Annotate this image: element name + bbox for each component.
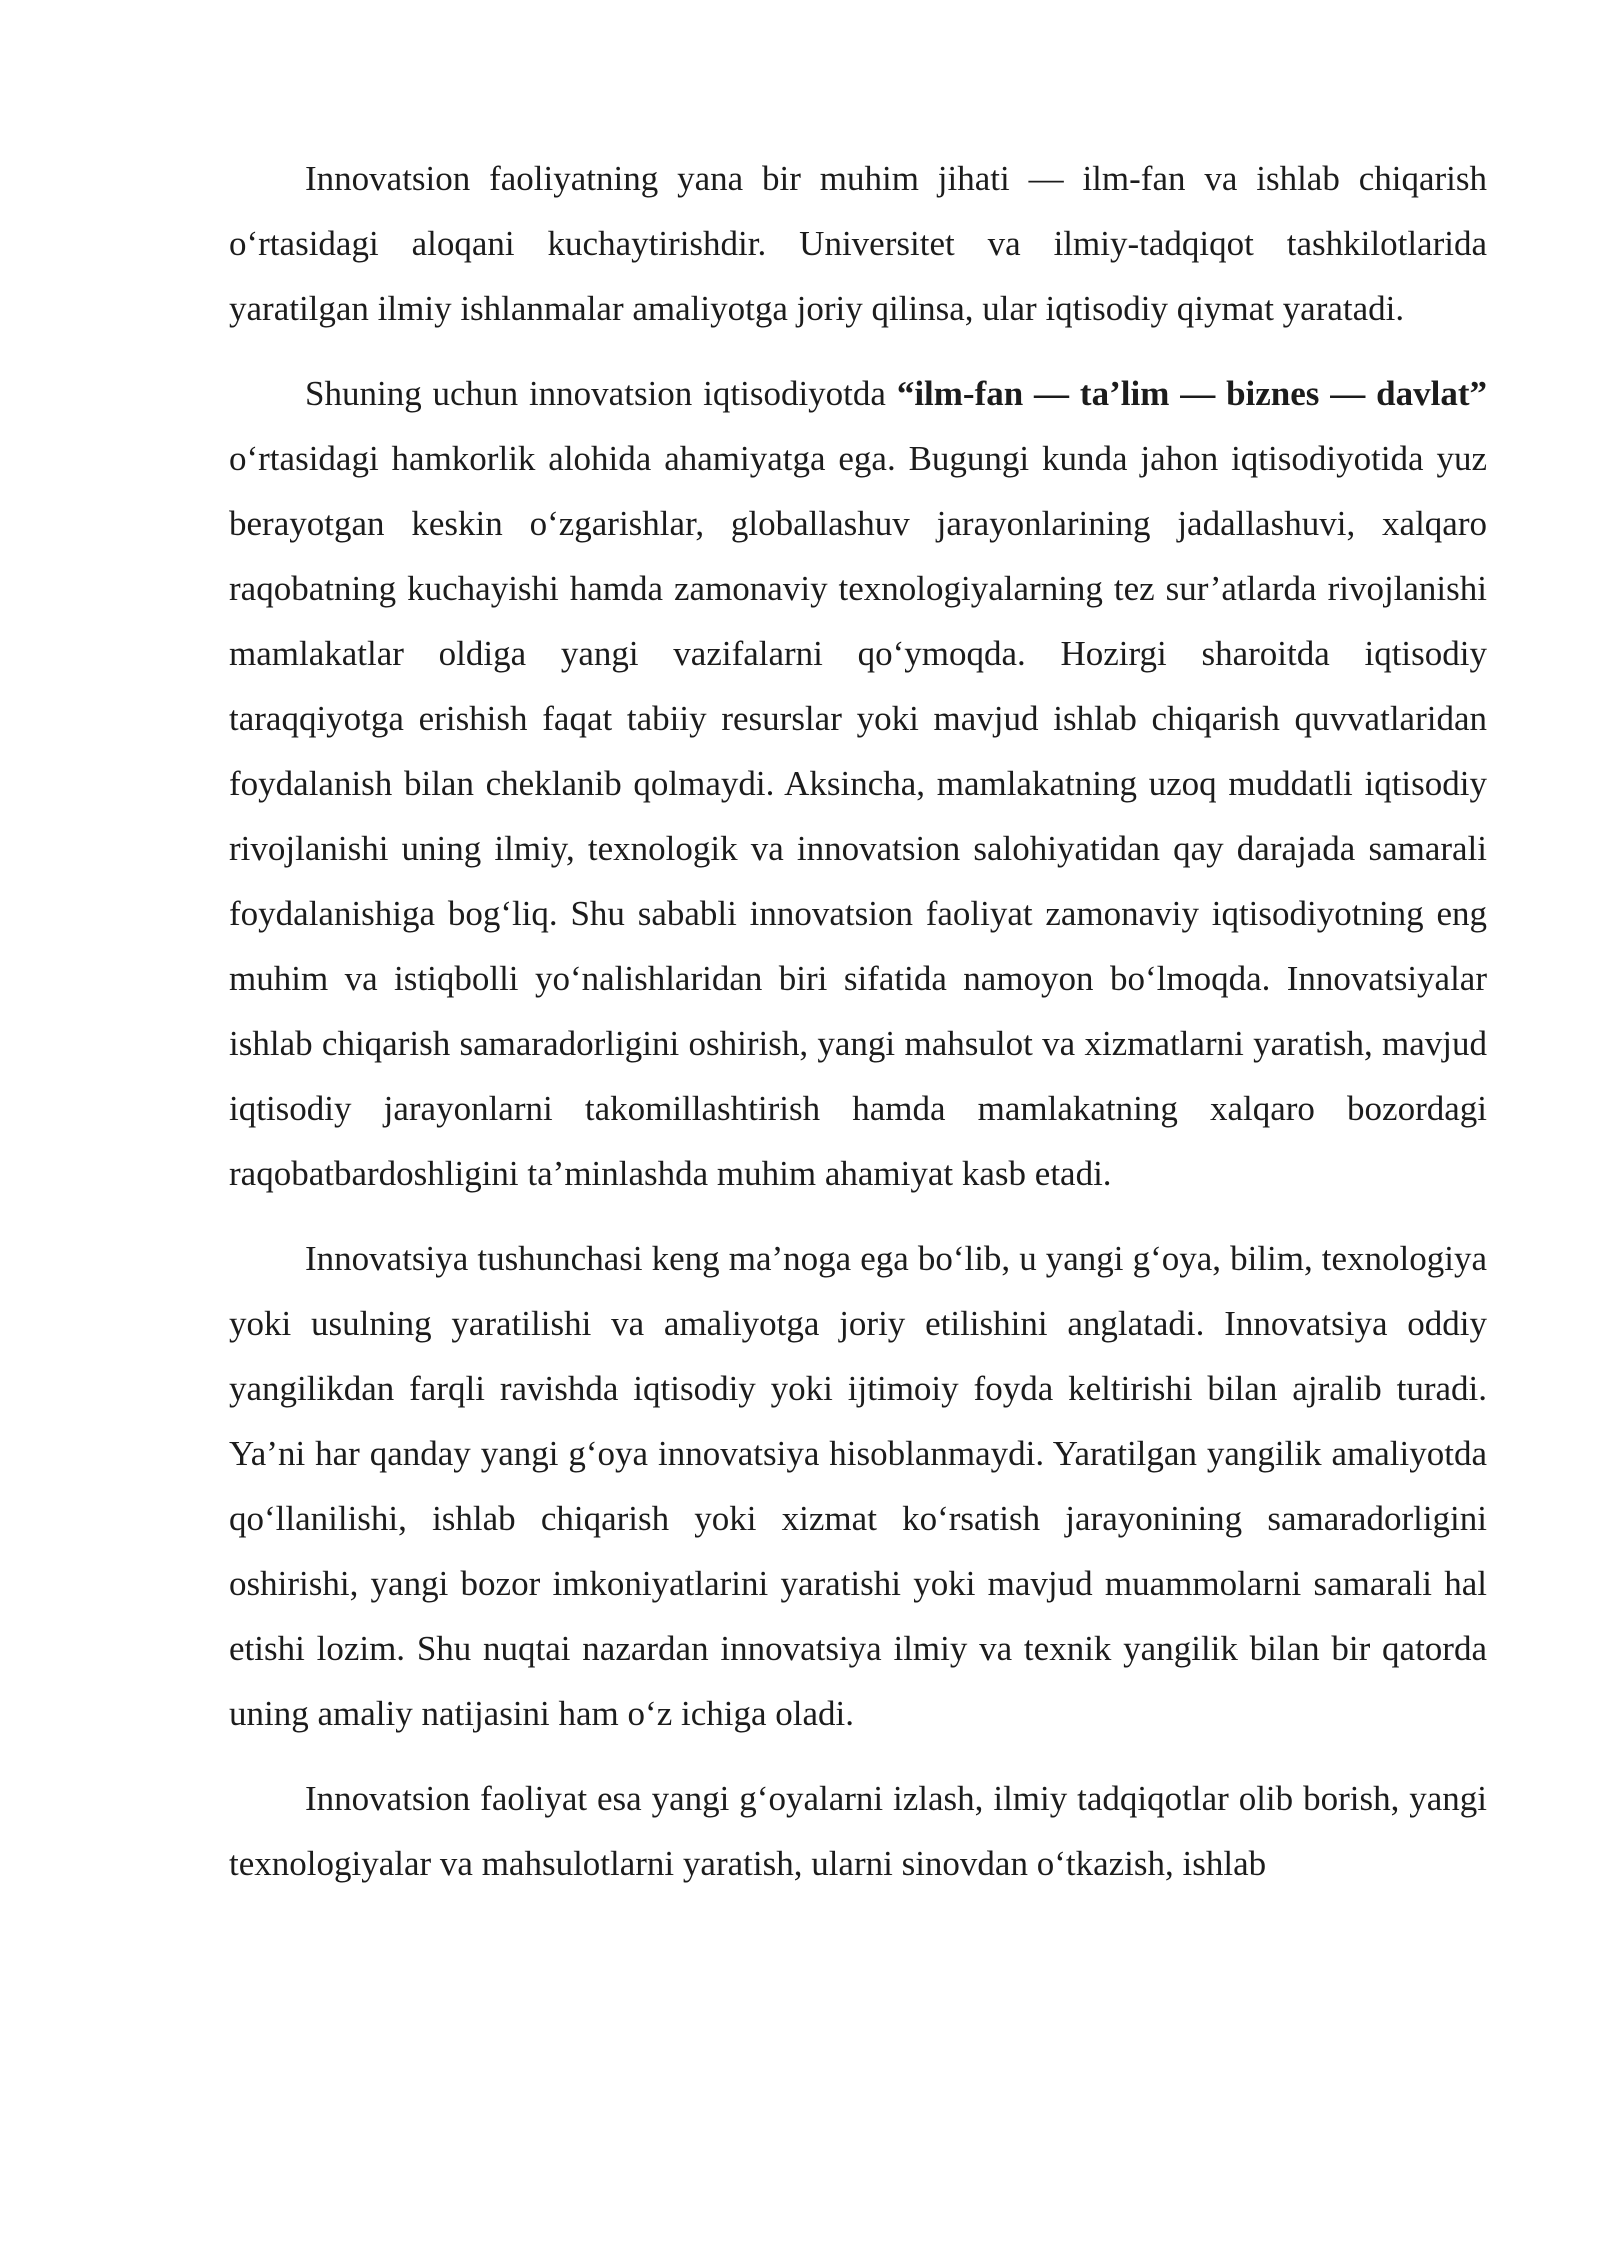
paragraph-science-production-link: Innovatsion faoliyatning yana bir muhim jihati — ilm-fan va ishlab chiqarish o‘rtasidagi aloqani kuchaytirishdir. Universitet va ilmiy-tadqiqot tashkilotlarida yaratilgan ilmiy ishlanmalar amaliyotga joriy qilinsa, ular iqtisodiy qiymat yaratadi. [229, 159, 1487, 328]
paragraph-cooperation-bold-phrase: “ilm-fan — ta’lim — biznes — davlat” [896, 374, 1488, 413]
paragraph-innovation-activity: Innovatsion faoliyat esa yangi g‘oyalarni izlash, ilmiy tadqiqotlar olib borish, yangi texnologiyalar va mahsulotlarni yaratish, ularni sinovdan o‘tkazish, ishlab [229, 1779, 1487, 1883]
paragraph-innovation-concept: Innovatsiya tushunchasi keng ma’noga ega bo‘lib, u yangi g‘oya, bilim, texnologiya yoki usulning yaratilishi va amaliyotga joriy etilishini anglatadi. Innovatsiya oddiy yangilikdan farqli ravishda iqtisodiy yoki ijtimoiy foyda keltirishi bilan ajralib turadi. Ya’ni har qanday yangi g‘oya innovatsiya hisoblanmaydi. Yaratilgan yangilik amaliyotda qo‘llanilishi, ishlab chiqarish yoki xizmat ko‘rsatish jarayonining samaradorligini oshirishi, yangi bozor imkoniyatlarini yaratishi yoki mavjud muammolarni samarali hal etishi lozim. Shu nuqtai nazardan innovatsiya ilmiy va texnik yangilik bilan bir qatorda uning amaliy natijasini ham o‘z ichiga oladi. [229, 1239, 1487, 1733]
paragraph-cooperation [229, 361, 1487, 1206]
document-page [229, 146, 1487, 1896]
paragraph-cooperation-body: o‘rtasidagi hamkorlik alohida ahamiyatga ega. Bugungi kunda jahon iqtisodiyotida yuz berayotgan keskin o‘zgarishlar, globallashuv jarayonlarining jadallashuvi, xalqaro raqobatning kuchayishi hamda zamonaviy texnologiyalarning tez sur’atlarda rivojlanishi mamlakatlar oldiga yangi vazifalarni qo‘ymoqda. Hozirgi sharoitda iqtisodiy taraqqiyotga erishish faqat tabiiy resurslar yoki mavjud ishlab chiqarish quvvatlaridan foydalanish bilan cheklanib qolmaydi. Aksincha, mamlakatning uzoq muddatli iqtisodiy rivojlanishi uning ilmiy, texnologik va innovatsion salohiyatidan qay darajada samarali foydalanishiga bog‘liq. Shu sababli innovatsion faoliyat zamonaviy iqtisodiyotning eng muhim va istiqbolli yo‘nalishlaridan biri sifatida namoyon bo‘lmoqda. Innovatsiyalar ishlab chiqarish samaradorligini oshirish, yangi mahsulot va xizmatlarni yaratish, mavjud iqtisodiy jarayonlarni takomillashtirish hamda mamlakatning xalqaro bozordagi raqobatbardoshligini ta’minlashda muhim ahamiyat kasb etadi. [229, 439, 1487, 1193]
paragraph-cooperation-lead: Shuning uchun innovatsion iqtisodiyotda [305, 374, 897, 413]
